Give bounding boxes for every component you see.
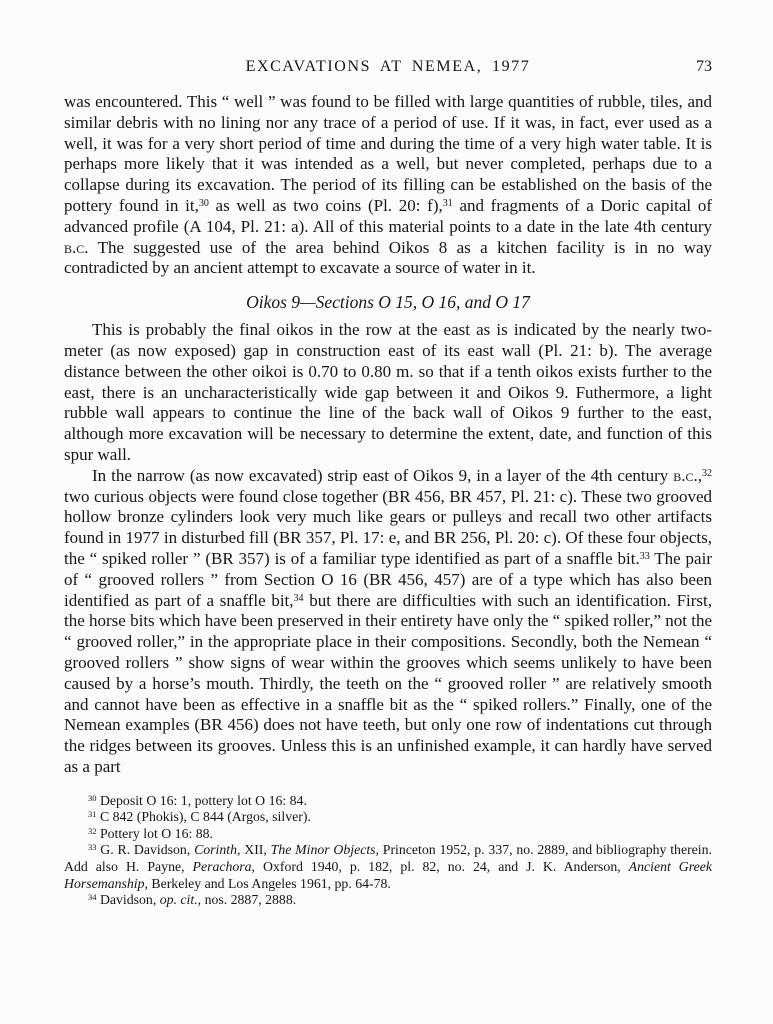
paragraph — [64, 320, 712, 466]
text-run: as well as two coins (Pl. 20: f), — [208, 195, 443, 215]
text-run: G. R. Davidson, — [96, 842, 195, 858]
footnotes-section — [64, 793, 712, 909]
text-run: Pottery lot O 16: 88. — [96, 825, 214, 841]
footnote — [64, 793, 712, 810]
footnote-marker: 31 — [442, 197, 453, 209]
text-run: Deposit O 16: 1, pottery lot O 16: 84. — [96, 792, 307, 808]
section-paragraphs — [64, 320, 712, 778]
footnote-marker: 33 — [639, 550, 650, 562]
running-head — [64, 57, 712, 76]
paragraph — [64, 466, 712, 778]
footnote-marker: 32 — [702, 467, 712, 479]
text-run: two curious objects were found close together (BR 456, BR 457, Pl. 21: c). These two grooved hollow bronze cylinders look very much like gears or pulleys and recall two other artifacts found in 1977 in disturbed fill (BR 357, Pl. 17: e, and BR 256, Pl. 20: c). Of these four objects, the “ spiked roller ” (BR 357) is of a familiar type identified as part of a snaffle bit. — [64, 486, 712, 568]
footnote — [64, 826, 712, 843]
text-run: Davidson, — [96, 892, 160, 908]
text-run: nos. 2887, 2888. — [201, 892, 297, 908]
text-run: XII, — [240, 842, 271, 858]
text-run: was encountered. This “ well ” was found to be filled with large quantities of rubble, tiles, and similar debris with no lining nor any trace of a period of use. If it was, in fact, ever used as a well, it was for a very short period of time and during the time of a very high water table. It is perhaps more likely that it was intended as a well, but never completed, perhaps due to a collapse during its excavation. The period of its filling can be established on the basis of the pottery found in it, — [64, 92, 712, 215]
footnote-marker: 32 — [88, 825, 97, 836]
text-run: This is probably the final oikos in the row at the east as is indicated by the nearly two-meter (as now exposed) gap in construction east of its east wall (Pl. 21: b). The average distance between the other oikoi is 0.70 to 0.80 m. so that if a tenth oikos exists further to the east, there is an uncharacteristically wide gap between it and Oikos 9. Futhermore, a light rubble wall appears to continue the line of the back wall of Oikos 9 further to the east, although more excavation will be necessary to determine the extent, date, and function of this spur wall. — [64, 320, 712, 464]
running-title: EXCAVATIONS AT NEMEA, 1977 — [245, 58, 531, 75]
text-run: Berkeley and Los Angeles 1961, pp. 64-78. — [147, 875, 391, 891]
footnote-marker: 33 — [88, 842, 97, 853]
text-run: and fragments of a Doric capital of advanced profile (A 104, Pl. 21: a). All of this material points to a date in the late 4th century — [64, 195, 713, 236]
text-run: The suggested use of the area behind Oikos 8 as a kitchen facility is in no way contradicted by an ancient attempt to excavate a source of water in it. — [64, 237, 712, 278]
footnote-marker: 30 — [88, 792, 97, 803]
italic-run: Ancient Greek Horsemanship, — [64, 859, 712, 891]
footnote-marker: 34 — [88, 892, 97, 903]
text-run: but there are difficulties with such an identification. First, the horse bits which have been preserved in their entirety have only the “ spiked roller,” not the “ grooved roller,” in the appropriate place in their compositions. Secondly, both the Nemean “ grooved rollers ” show signs of wear within the grooves which seems unlikely to have been caused by a horse’s mouth. Thirdly, the teeth on the “ grooved roller ” are relatively smooth and cannot have been as effective in a snaffle bit as the “ spiked rollers.” Finally, one of the Nemean examples (BR 456) does not have teeth, but only one row of indentations cut through the ridges between its grooves. Unless this is an unfinished example, it can hardly have served as a part — [64, 590, 713, 776]
italic-run: The Minor Objects, — [270, 842, 379, 858]
italic-run: op. cit., — [159, 892, 202, 908]
text-run: Princeton 1952, p. 337, no. 2889, and bibliography therein. Add also H. Payne, — [64, 842, 712, 875]
footnote-marker: 31 — [88, 809, 97, 820]
text-run: Oxford 1940, p. 182, pl. 82, no. 24, and J. K. Anderson, — [255, 859, 629, 875]
text-run: The pair of “ grooved rollers ” from Section O 16 (BR 456, 457) are of a type which has also been identified as part of a snaffle bit, — [64, 548, 712, 610]
page-content — [64, 57, 712, 909]
footnote — [64, 892, 712, 909]
text-run: In the narrow (as now excavated) strip east of Oikos 9, in a layer of the 4th century — [92, 465, 674, 485]
footnote-marker: 34 — [293, 592, 304, 604]
page-number: 73 — [696, 58, 712, 75]
small-caps-run: b.c. — [64, 237, 89, 257]
footnote — [64, 842, 712, 892]
small-caps-run: b.c., — [673, 465, 702, 485]
italic-run: Perachora, — [192, 859, 255, 875]
italic-run: Corinth, — [194, 842, 241, 858]
footnotes-list — [64, 793, 712, 909]
footnote-marker: 30 — [198, 197, 209, 209]
text-run: C 842 (Phokis), C 844 (Argos, silver). — [96, 809, 311, 825]
footnote — [64, 809, 712, 826]
intro-paragraphs — [64, 92, 712, 279]
section-heading: Oikos 9—Sections O 15, O 16, and O 17 — [246, 292, 530, 313]
paragraph — [64, 92, 712, 279]
